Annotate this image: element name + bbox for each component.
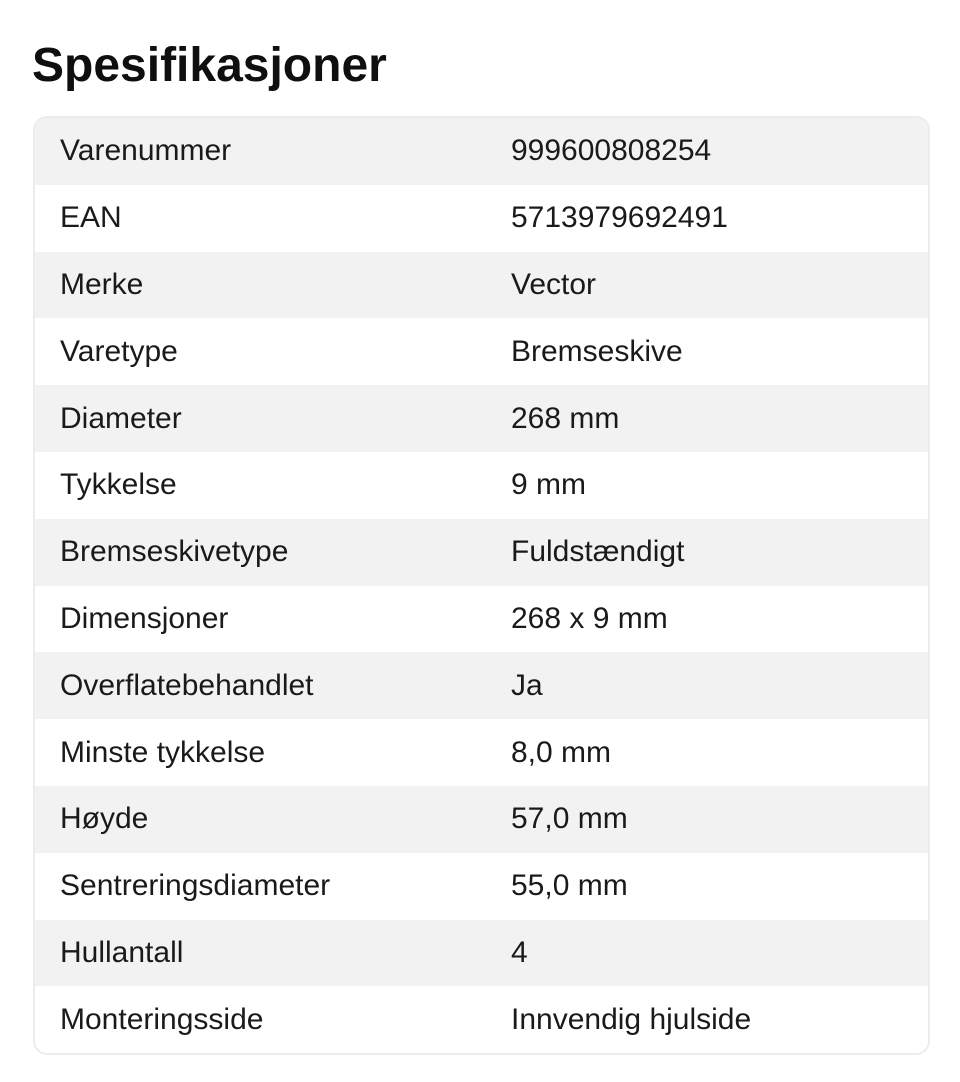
spec-row-hullantall bbox=[35, 920, 928, 987]
spec-row-hoyde bbox=[35, 786, 928, 853]
spec-label: Minste tykkelse bbox=[60, 735, 266, 769]
spec-value: 57,0 mm bbox=[511, 802, 628, 836]
spec-value: Innvendig hjulside bbox=[511, 1002, 752, 1036]
spec-row-sentreringsdiameter bbox=[35, 853, 928, 920]
spec-label: Overflatebehandlet bbox=[60, 668, 314, 702]
spec-label: Monteringsside bbox=[60, 1002, 264, 1036]
spec-label: Dimensjoner bbox=[60, 601, 229, 635]
spec-value: 9 mm bbox=[511, 468, 586, 502]
spec-label: Varenummer bbox=[60, 134, 232, 168]
spec-value: 5713979692491 bbox=[511, 201, 728, 235]
spec-value: 8,0 mm bbox=[511, 735, 612, 769]
spec-label: Høyde bbox=[60, 802, 149, 836]
spec-label: Merke bbox=[60, 267, 144, 301]
spec-label: Bremseskivetype bbox=[60, 535, 289, 569]
spec-label: Tykkelse bbox=[60, 468, 177, 502]
spec-label: Diameter bbox=[60, 401, 182, 435]
spec-row-bremseskivetype bbox=[35, 519, 928, 586]
spec-value: 4 bbox=[511, 935, 528, 969]
spec-value: Fuldstændigt bbox=[511, 535, 685, 569]
spec-value: Ja bbox=[511, 668, 543, 702]
spec-row-minste-tykkelse bbox=[35, 719, 928, 786]
spec-row-ean bbox=[35, 185, 928, 252]
spec-label: Hullantall bbox=[60, 935, 184, 969]
spec-row-tykkelse bbox=[35, 452, 928, 519]
spec-row-dimensjoner bbox=[35, 586, 928, 653]
spec-table bbox=[33, 116, 930, 1055]
spec-label: EAN bbox=[60, 201, 122, 235]
page-title: Spesifikasjoner bbox=[32, 39, 387, 92]
spec-value: 55,0 mm bbox=[511, 869, 628, 903]
spec-label: Varetype bbox=[60, 334, 178, 368]
spec-value: 999600808254 bbox=[511, 134, 712, 168]
spec-row-merke bbox=[35, 252, 928, 319]
spec-value: 268 x 9 mm bbox=[511, 601, 668, 635]
spec-row-varetype bbox=[35, 318, 928, 385]
spec-row-diameter bbox=[35, 385, 928, 452]
spec-value: 268 mm bbox=[511, 401, 620, 435]
spec-label: Sentreringsdiameter bbox=[60, 869, 331, 903]
spec-value: Bremseskive bbox=[511, 334, 683, 368]
spec-row-monteringsside bbox=[35, 986, 928, 1053]
spec-row-varenummer bbox=[35, 118, 928, 185]
spec-value: Vector bbox=[511, 267, 597, 301]
spec-row-overflatebehandlet bbox=[35, 652, 928, 719]
